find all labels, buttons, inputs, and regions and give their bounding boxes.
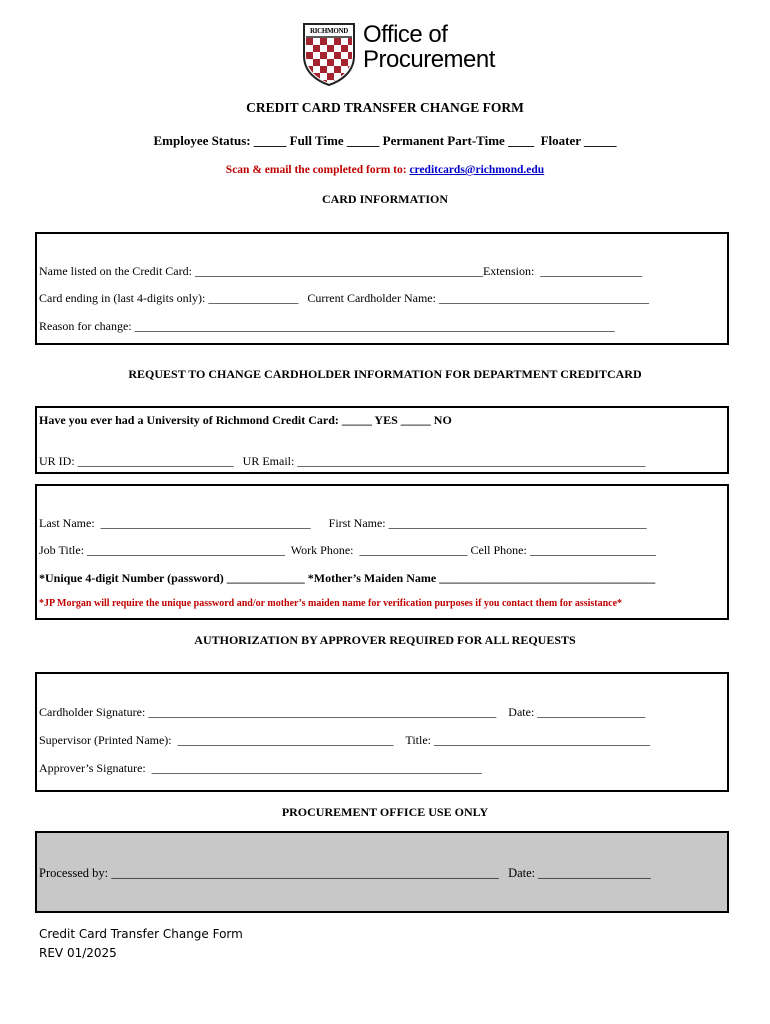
card-ending-field[interactable]: Card ending in (last 4-digits only): _______________ Current Cardholder Name: ___________________________________ [39, 291, 649, 305]
password-field[interactable]: *Unique 4-digit Number (password) _____________ *Mother’s Maiden Name ____________________________________ [39, 571, 656, 585]
auth-heading: AUTHORIZATION BY APPROVER REQUIRED FOR ALL REQUESTS [194, 633, 576, 647]
footer-title: Credit Card Transfer Change Form [39, 927, 243, 941]
job-phone-field[interactable]: Job Title: _________________________________ Work Phone: __________________ Cell Phone: _____________________ [39, 543, 656, 557]
jp-morgan-note: *JP Morgan will require the unique password and/or mother’s maiden name for verification purposes if you contact them for assistance* [39, 598, 623, 609]
logo-line-1: Office of [363, 21, 448, 48]
ur-card-question[interactable]: Have you ever had a University of Richmond Credit Card: _____ YES _____ NO [39, 413, 452, 427]
authorization-box [35, 672, 729, 792]
name-field[interactable]: Last Name: ___________________________________ First Name: ___________________________________________ [39, 516, 647, 530]
supervisor-field[interactable]: Supervisor (Printed Name): ____________________________________ Title: ____________________________________ [39, 733, 650, 747]
logo-line-2: Procurement [363, 46, 495, 73]
logo [303, 22, 503, 88]
ur-id-email-field[interactable]: UR ID: __________________________ UR Email: __________________________________________________________ [39, 454, 646, 468]
employee-status: Employee Status: _____ Full Time _____ Permanent Part-Time ____ Floater _____ [153, 133, 617, 148]
scan-prefix: Scan & email the completed form to: [225, 164, 410, 176]
card-name-field[interactable]: Name listed on the Credit Card: ________________________________________________Extension: _________________ [39, 264, 643, 278]
office-use-box [35, 831, 729, 913]
scan-instructions [0, 164, 770, 176]
email-link[interactable]: creditcards@richmond.edu [409, 164, 545, 176]
crest-text: RICHMOND [309, 27, 349, 35]
request-heading: REQUEST TO CHANGE CARDHOLDER INFORMATION FOR DEPARTMENT CREDITCARD [128, 367, 642, 381]
card-info-box [35, 232, 729, 345]
cardholder-signature-field[interactable]: Cardholder Signature: __________________________________________________________ Date: __________________ [39, 705, 646, 719]
card-info-heading: CARD INFORMATION [321, 192, 449, 206]
new-cardholder-box [35, 484, 729, 620]
office-heading: PROCUREMENT OFFICE USE ONLY [281, 805, 489, 819]
approver-signature-field[interactable]: Approver’s Signature: _______________________________________________________ [39, 761, 482, 775]
form-title: CREDIT CARD TRANSFER CHANGE FORM [246, 100, 524, 115]
footer-revision: REV 01/2025 [39, 946, 117, 960]
ur-info-box [35, 406, 729, 474]
reason-field[interactable]: Reason for change: ________________________________________________________________________________ [39, 319, 615, 333]
processed-by-field[interactable]: Processed by: ______________________________________________________________ Date: __________________ [39, 866, 651, 880]
